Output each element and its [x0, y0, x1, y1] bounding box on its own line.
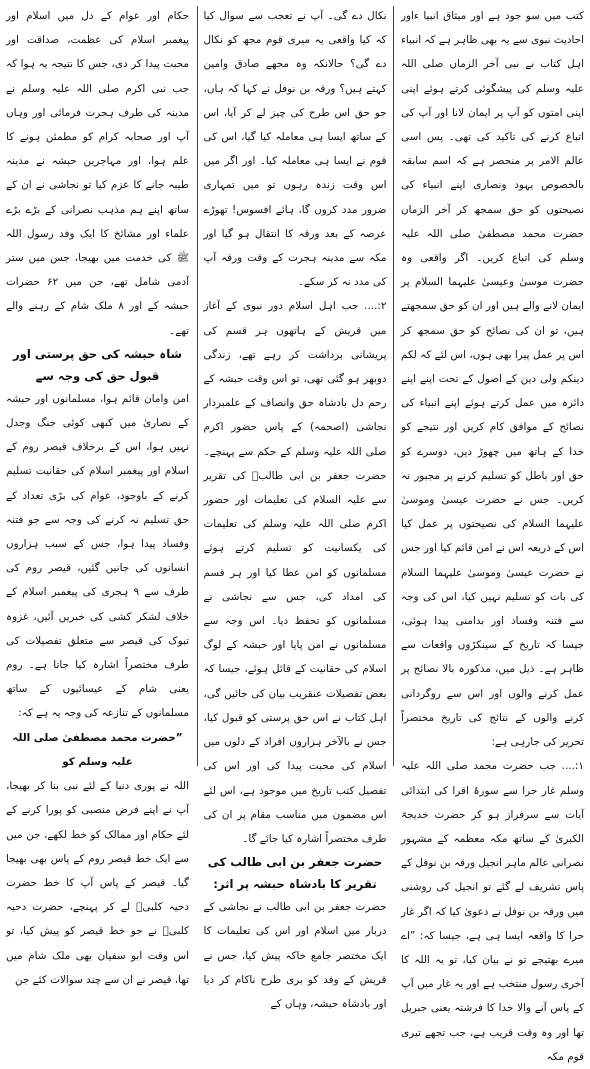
paragraph: اللہ نے پوری دنیا کے لئے نبی بنا کر بھیجا، آپ نے اپنے فرض منصبی کو پورا کرنے کے لئے حکام اور ممالک کو خط لکھے، جن میں سے ایک خط قیصر روم کے پاس بھی بھیجا گیا۔ قیصر کے پاس آپ کا خط حضرت دحیہ کلبیؓ لے کر پہنچے، حضرت دحیہ کلبیؓ نے جو خط قیصر کو پیش کیا، تو اس وقت ابو سفیان بھی ملک شام میں تھا، قیصر نے ان سے چند سوالات کئے جن: [6, 780, 189, 986]
section-heading: حضرت جعفر بن ابی طالب کی تقریر کا بادشاہ حبشہ پر اثر:: [207, 855, 383, 892]
column-divider: [197, 6, 198, 766]
quote-line: ”حضرت محمد مصطفیٰ صلی اللہ علیہ وسلم کو: [12, 731, 183, 768]
paragraph: حضرت جعفر بن ابی طالب نے نجاشی کے دربار میں اسلام اور اس کی تعلیمات کا ایک مختصر جامع خاکہ پیش کیا، جس نے قریش کے وفد کو بری طرح ناکام کر دیا اور بادشاہ حبشہ، وہاں کے: [203, 901, 387, 1010]
paragraph: امن وامان قائم ہوا، مسلمانوں اور حبشہ کے نصاریٰ میں کبھی کوئی جنگ وجدل نہیں ہوا، اس کے برخلاف قیصر روم کے اسلام اور پیغمبر اسلام کی حقانیت تسلیم کرنے کے باوجود، عوام کی بڑی تعداد کے حق تسلیم نہ کرنے کی وجہ سے جو فتنہ وفساد پیدا ہوا، جس کے سبب ہزاروں انسانوں کی جانیں گئیں، قیصر روم کی طرف سے ۹ ہجری کی پیغمبر اسلام کے خلاف لشکر کشی کی خبریں آئیں، غزوہ تبوک کی قیصر سے متعلق تفصیلات کی طرف مختصراً اشارہ کیا جاتا ہے۔ روم یعنی شام کے عیسائیوں کے ساتھ مسلمانوں کے تنازعہ کی وجہ یہ ہے کہ:: [6, 392, 189, 720]
paragraph: نکال دے گی۔ آپ نے تعجب سے سوال کیا کہ کیا واقعی یہ میری قوم مجھ کو نکال دے گی؟ حالانکہ وہ مجھے صادق وامین کہتے ہیں؟ ورقہ بن نوفل نے کہا کہ ہاں، جو حق اس طرح کی چیز لے کر آیا، اس کے ساتھ ایسا ہی معاملہ کیا گیا، اس کی قوم نے ایسا ہی معاملہ کیا۔ اور اگر میں اس وقت زندہ رہوں تو میں تمہاری ضرور مدد کروں گا، ہائے افسوس! تھوڑے عرصہ کے بعد ورقہ کا انتقال ہو گیا اور مکہ سے مدینہ ہجرت کے وقت ورقہ آپ کی مدد نہ کر سکے۔: [203, 10, 387, 289]
paragraph: ۱:.... جب حضرت محمد صلی اللہ علیہ وسلم غار حرا سے سورۂ اقرا کی ابتدائی آیات سے سرفراز ہو کر حضرت خدیجۃ الکبریٰ کے ساتھ مکہ معظمہ کے مشہور نصرانی عالم ماہر انجیل ورقہ بن نوفل کے پاس تشریف لے گئے تو انجیل کی روشنی میں ورقہ بن نوفل نے دعویٰ کیا کہ اگر غار حرا کا واقعہ ایسا ہی ہے، جیسا کہ: ”اے میرے بھتیجے تو نے بیان کیا، تو یہ اللہ کا آخری رسول منتخب ہے اور یہ غار میں آپ کے پاس آنے والا خدا کا فرشتہ یعنی جبریل تھا اور وہ وقت قریب ہے، جب تجھے تیری قوم مکہ: [401, 760, 584, 1063]
column-middle: [203, 4, 387, 1010]
paragraph: حکام اور عوام کے دل میں اسلام اور پیغمبر اسلام کی عظمت، صداقت اور محبت پیدا کر دی، جس کا نتیجہ یہ ہوا کہ جب نبی اکرم صلی اللہ علیہ وسلم نے مدینہ کی طرف ہجرت فرمائی اور وہاں آپ اور صحابہ کرام کو مطمئن ہونے کا علم ہوا، اور مہاجرین حبشہ نے مدینہ طیبہ جانے کا عزم کیا تو نجاشی نے ان کے ساتھ اپنے ہم مذہب نصرانی کے بڑے بڑے علماء اور مشائخ کا ایک وفد رسول اللہ ﷺ کی خدمت میں بھیجا، جس میں ستر آدمی شامل تھے، جن میں ۶۲ حضرات حبشہ کے اور ۸ ملک شام کے رہنے والے تھے۔: [6, 10, 189, 337]
column-left: [6, 4, 189, 986]
section-heading: شاہ حبشہ کی حق پرستی اور قبول حق کی وجہ سے: [13, 346, 182, 383]
column-divider: [393, 6, 394, 766]
paragraph: ۲:.... جب اہل اسلام دور نبوی کے آغاز میں قریش کے ہاتھوں ہر قسم کی پریشانی برداشت کر رہے تھے، زندگی دوبھر ہو گئی تھی، تو اس وقت حبشہ کے رحم دل بادشاہ حق وانصاف کے علمبردار نجاشی (اصحمہ) کے پاس حضور اکرم صلی اللہ علیہ وسلم کے حکم سے پہنچے۔ حضرت جعفر بن ابی طالبؓ کی تقریر سے علیہ السلام کی تعلیمات اور حضور اکرم صلی اللہ علیہ وسلم کی تعلیمات کی یکسانیت کو تسلیم کرتے ہوئے مسلمانوں کو امن عطا کیا اور ہر قسم کی امداد کی، جس سے نجاشی نے مسلمانوں کو تحفظ دیا۔ اس وجہ سے مسلمانوں نے امن پایا اور حبشہ کے لوگ اسلام کی حقانیت کے قائل ہوئے، جیسا کہ بعض تفصیلات عنقریب بیان کی جائیں گی، اہل کتاب نے اس حق پرستی کو قبول کیا، جس نے بالآخر ہزاروں افراد کے دلوں میں اسلام کی محبت پیدا کی اور اس کی تفصیل کتب تاریخ میں موجود ہے، اس لئے اس مضمون میں مناسب مقام پر ان کی طرف مختصراً اشارہ کیا جائے گا۔: [203, 300, 387, 845]
column-right: [401, 4, 584, 1063]
paragraph: کتب میں سو جود ہے اور میثاق انبیا ءاور احادیث نبوی سے یہ بھی ظاہر ہے کہ انبیاء اہل کتاب نے نبی آخر الزماں صلی اللہ علیہ وسلم کی پیشگوئی کرتے ہوئے اپنی اپنی امتوں کو آپ پر ایمان لانا اور آپ کی اتباع کرنے کی تاکید کی تھی۔ پس اسی عالم الامر پر منحصر ہے کہ اسم سابقہ بالخصوص یہود ونصاری اپنے انبیاء کی نصیحتوں کو حق سمجھ کر آخر الزماں حضرت محمد مصطفیٰ صلی اللہ علیہ وسلم کی اتباع کریں۔ اگر واقعی وہ حضرت موسیٰ وعیسیٰ علیہما السلام پر ایمان لانے والے ہیں اور ان کو حق سمجھتے ہیں، تو ان کی نصائح کو حق سمجھ کر اس پر عمل پیرا بھی ہوں، اس لئے کہ لکم دینکم ولی دین کے اصول کے تحت اپنے اپنے دائرہ میں عمل کرتے ہوئے اپنے انبیاء کی نصائح کے موافق کام کریں اور نتیجے کو خدا کے ہاتھ میں چھوڑ دیں، دوسرے کو حق اور باطل کو تسلیم کرنے پر مجبور نہ کریں۔ جس نے حضرت عیسیٰ وموسیٰ علیہما السلام کی نصیحتوں پر عمل کیا اس کے ذریعہ اس نے امن قائم کیا اور جس نے حضرت عیسیٰ وموسیٰ علیہما السلام کی بات کو تسلیم نہیں کیا، اس کی وجہ سے فتنہ وفساد اور بدامنی پیدا ہوئی، جیسا کہ تاریخ کے سینکڑوں واقعات سے ظاہر ہے۔ ذیل میں، مذکورہ بالا نصائح پر عمل کرنے والوں اور اس سے روگردانی کرنے والوں کے نتائج کی تاریخ مختصراً تحریر کی جارہی ہے:: [401, 10, 584, 749]
newspaper-page: [6, 4, 584, 1063]
